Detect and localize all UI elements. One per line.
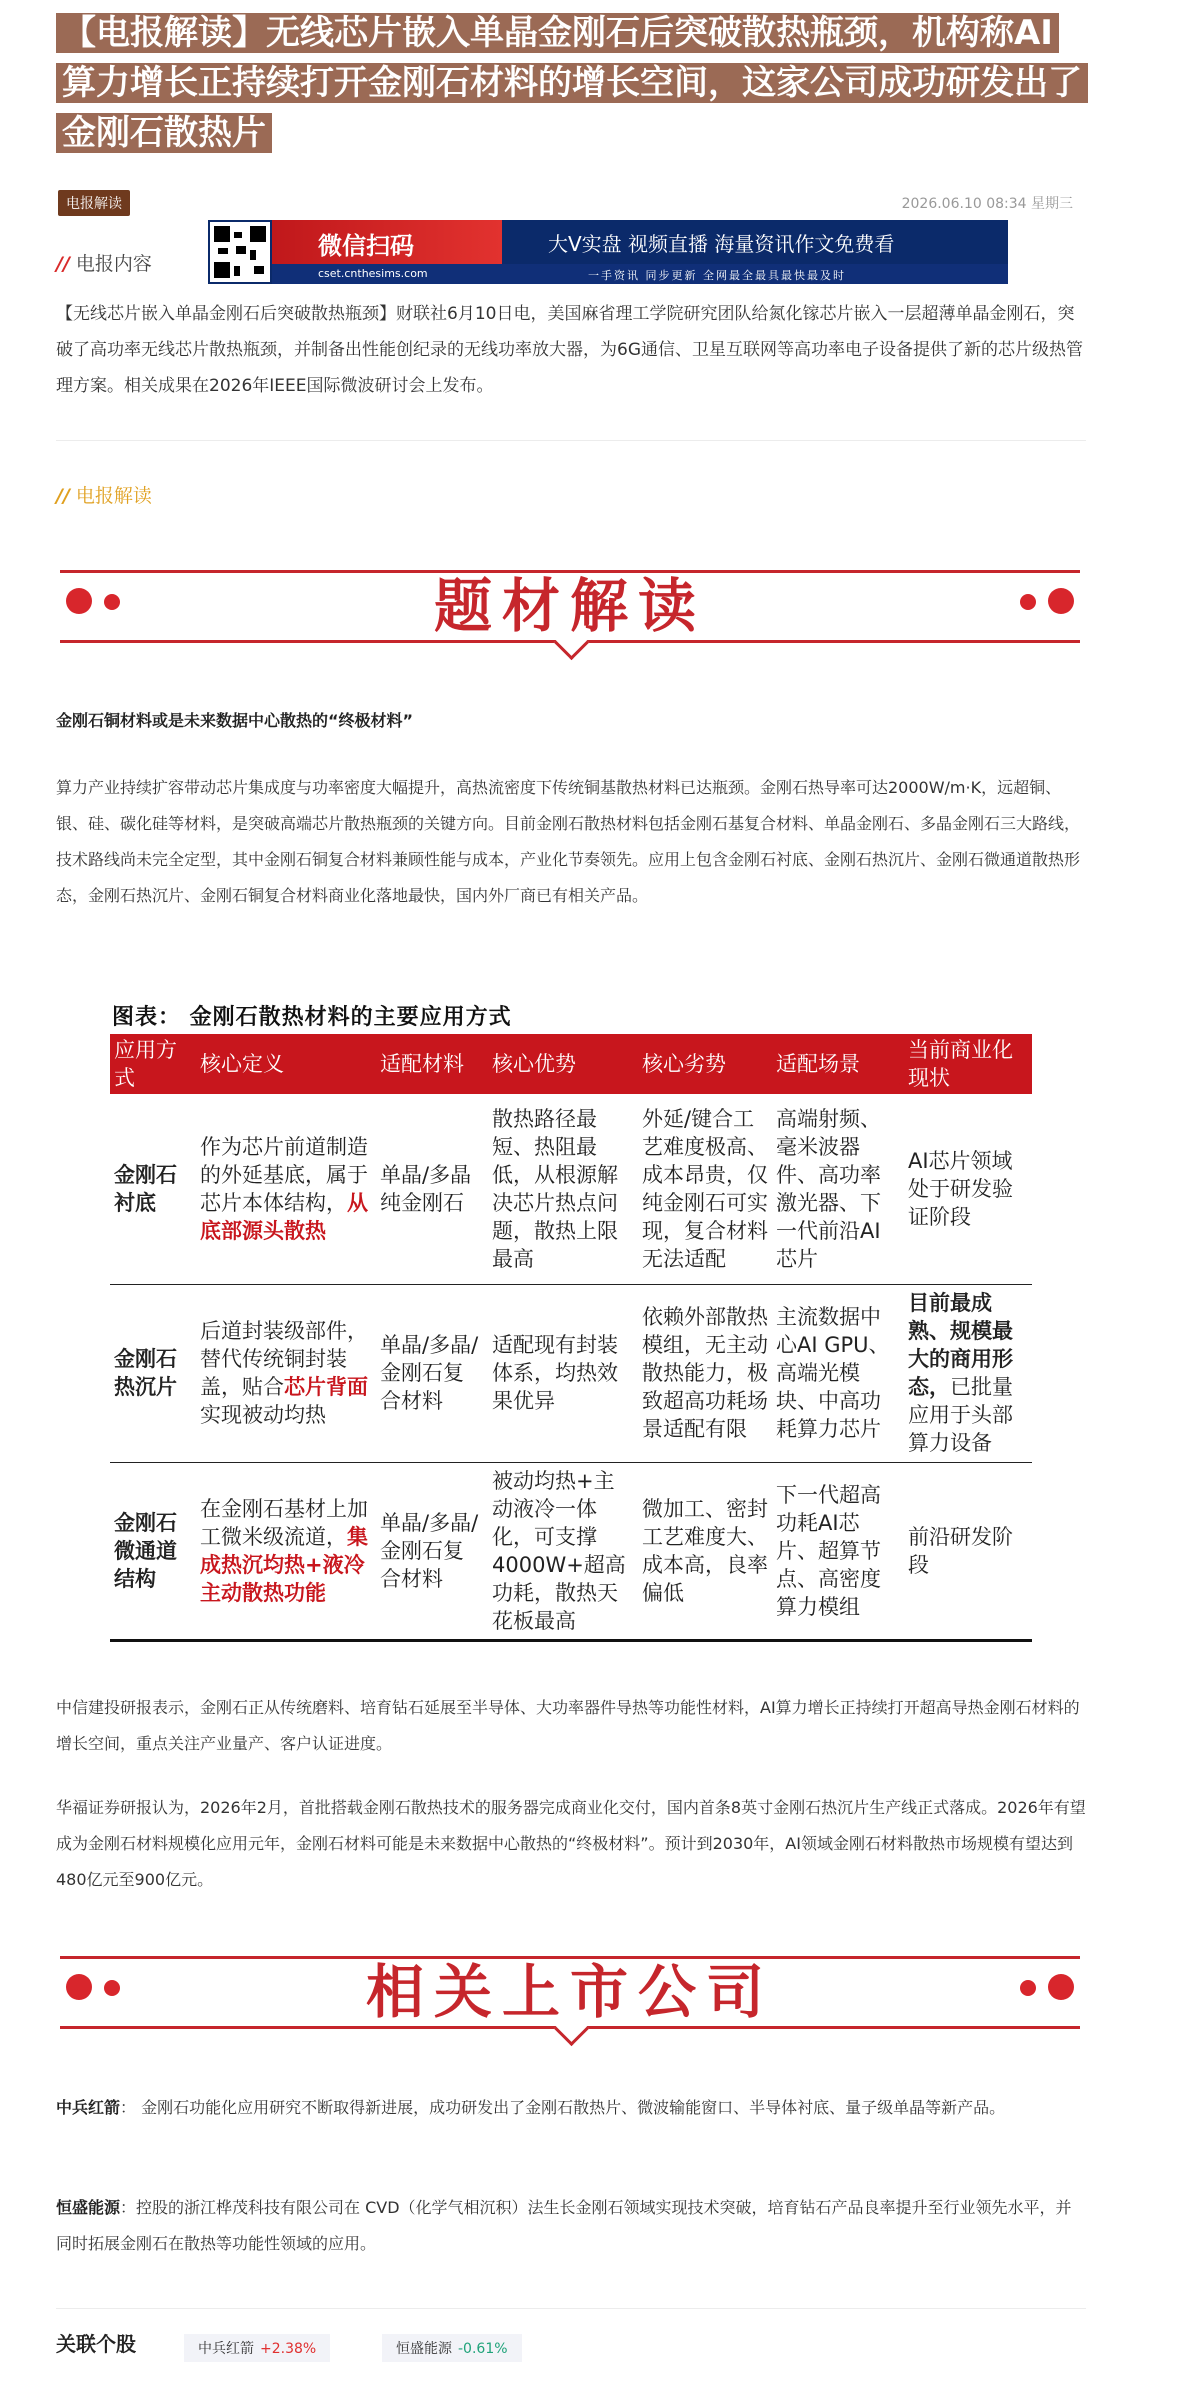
stock-tag[interactable]: 恒盛能源 -0.61% — [382, 2334, 522, 2362]
cell-disadvantage: 外延/键合工艺难度极高、成本昂贵，仅纯金刚石可实现，复合材料无法适配 — [638, 1094, 772, 1284]
cell-disadvantage: 依赖外部散热模组，无主动散热能力，极致超高功耗场景适配有限 — [638, 1284, 772, 1462]
section-title-content: // 电报内容 — [56, 253, 152, 275]
company-name[interactable]: 恒盛能源 — [56, 2198, 121, 2217]
divider — [56, 2308, 1086, 2309]
company-name[interactable]: 中兵红箭 — [56, 2098, 121, 2117]
slash-icon: // — [56, 485, 70, 507]
banner-title: 题材解读 — [433, 572, 706, 640]
research-paragraph-huafu: 华福证券研报认为，2026年2月，首批搭载金刚石散热技术的服务器完成商业化交付，国内首条8英寸金刚石热沉片生产线正式落成。2026年有望成为金刚石材料规模化应用元年，金刚石材料可能是未来数据中心散热的“终极材料”。预计到2030年，AI领域金刚石材料散热市场规模有望达到480亿元至900亿元。 — [56, 1798, 1086, 1889]
company-item: 中兵红箭： 金刚石功能化应用研究不断取得新进展，成功研发出了金刚石散热片、微波输能窗口、半导体衬底、量子级单晶等新产品。 — [56, 2098, 1006, 2117]
ad-url: cset.cnthesims.com — [318, 267, 428, 280]
subheading: 金刚石铜材料或是未来数据中心散热的“终极材料” — [56, 711, 414, 730]
cell-advantage: 适配现有封装体系，均热效果优异 — [488, 1284, 638, 1462]
cell-material: 单晶/多晶/金刚石复合材料 — [376, 1462, 488, 1640]
cell-status: 目前最成熟、规模最大的商用形态，已批量应用于头部算力设备 — [904, 1284, 1032, 1462]
figure-title: 图表： 金刚石散热材料的主要应用方式 — [112, 1004, 512, 1030]
cell-definition: 作为芯片前道制造的外延基底，属于芯片本体结构，从底部源头散热 — [196, 1094, 376, 1284]
row-name: 金刚石热沉片 — [110, 1284, 196, 1462]
cell-advantage: 被动均热+主动液冷一体化，可支撑4000W+超高功耗，散热天花板最高 — [488, 1462, 638, 1640]
cell-scene: 下一代超高功耗AI芯片、超算节点、高密度算力模组 — [772, 1462, 904, 1640]
cell-material: 单晶/多晶纯金刚石 — [376, 1094, 488, 1284]
category-badge[interactable]: 电报解读 — [58, 190, 130, 216]
company-item: 恒盛能源：控股的浙江桦茂科技有限公司在 CVD（化学气相沉积）法生长金刚石领域实现技术突破，培育钻石产品良率提升至行业领先水平，并同时拓展金刚石在散热等功能性领域的应用。 — [56, 2198, 1072, 2253]
row-name: 金刚石衬底 — [110, 1094, 196, 1284]
table-header: 核心优势 — [488, 1034, 638, 1094]
cell-status: 前沿研发阶段 — [904, 1462, 1032, 1640]
cell-advantage: 散热路径最短、热阻最低，从根源解决芯片热点问题，散热上限最高 — [488, 1094, 638, 1284]
cell-definition: 在金刚石基材上加工微米级流道，集成热沉均热+液冷主动散热功能 — [196, 1462, 376, 1640]
application-table — [110, 1034, 1032, 1642]
stock-tag[interactable]: 中兵红箭 +2.38% — [184, 2334, 330, 2362]
article-headline: 【电报解读】无线芯片嵌入单晶金刚石后突破散热瓶颈，机构称AI算力增长正持续打开金刚石材料的增长空间，这家公司成功研发出了金刚石散热片 — [56, 8, 1086, 158]
banner-title: 相关上市公司 — [365, 1958, 774, 2026]
table-header: 适配材料 — [376, 1034, 488, 1094]
slash-icon: // — [56, 253, 70, 275]
table-header-row — [110, 1034, 1032, 1094]
ad-title: 微信扫码 — [318, 232, 414, 260]
row-name: 金刚石微通道结构 — [110, 1462, 196, 1640]
table-row — [110, 1462, 1032, 1640]
companies-banner — [60, 1942, 1080, 2052]
cell-disadvantage: 微加工、密封工艺难度大、成本高，良率偏低 — [638, 1462, 772, 1640]
qr-code-icon — [210, 222, 270, 282]
table-row — [110, 1094, 1032, 1284]
related-stocks-label: 关联个股 — [56, 2332, 136, 2356]
table-row — [110, 1284, 1032, 1462]
cell-definition: 后道封装级部件，替代传统铜封装盖，贴合芯片背面实现被动均热 — [196, 1284, 376, 1462]
table-header: 适配场景 — [772, 1034, 904, 1094]
cell-scene: 主流数据中心AI GPU、高端光模块、中高功耗算力芯片 — [772, 1284, 904, 1462]
ad-banner[interactable] — [208, 220, 1008, 284]
publish-datetime: 2026.06.10 08:34 星期三 — [901, 196, 1073, 212]
topic-banner — [60, 556, 1080, 666]
research-paragraph-citic: 中信建投研报表示，金刚石正从传统磨料、培育钻石延展至半导体、大功率器件导热等功能性材料，AI算力增长正持续打开超高导热金刚石材料的增长空间，重点关注产业量产、客户认证进度。 — [56, 1698, 1080, 1753]
section-title-reading: // 电报解读 — [56, 485, 152, 507]
cell-material: 单晶/多晶/金刚石复合材料 — [376, 1284, 488, 1462]
cell-status: AI芯片领域处于研发验证阶段 — [904, 1094, 1032, 1284]
topic-paragraph: 算力产业持续扩容带动芯片集成度与功率密度大幅提升，高热流密度下传统铜基散热材料已达瓶颈。金刚石热导率可达2000W/m·K，远超铜、银、硅、碳化硅等材料，是突破高端芯片散热瓶颈的关键方向。目前金刚石散热材料包括金刚石基复合材料、单晶金刚石、多晶金刚石三大路线，技术路线尚未完全定型，其中金刚石铜复合材料兼顾性能与成本，产业化节奏领先。应用上包含金刚石衬底、金刚石热沉片、金刚石微通道散热形态，金刚石热沉片、金刚石铜复合材料商业化落地最快，国内外厂商已有相关产品。 — [56, 778, 1081, 905]
cell-scene: 高端射频、毫米波器件、高功率激光器、下一代前沿AI芯片 — [772, 1094, 904, 1284]
telegraph-content: 【无线芯片嵌入单晶金刚石后突破散热瓶颈】财联社6月10日电，美国麻省理工学院研究团队给氮化镓芯片嵌入一层超薄单晶金刚石，突破了高功率无线芯片散热瓶颈，并制备出性能创纪录的无线功率放大器，为6G通信、卫星互联网等高功率电子设备提供了新的芯片级热管理方案。相关成果在2026年IEEE国际微波研讨会上发布。 — [56, 304, 1083, 396]
ad-subline: 一手资讯 同步更新 全网最全最具最快最及时 — [588, 269, 846, 282]
table-header: 应用方式 — [110, 1034, 196, 1094]
ad-slogan: 大V实盘 视频直播 海量资讯作文免费看 — [548, 232, 895, 256]
divider — [56, 440, 1086, 441]
table-header: 当前商业化现状 — [904, 1034, 1032, 1094]
table-header: 核心定义 — [196, 1034, 376, 1094]
table-header: 核心劣势 — [638, 1034, 772, 1094]
